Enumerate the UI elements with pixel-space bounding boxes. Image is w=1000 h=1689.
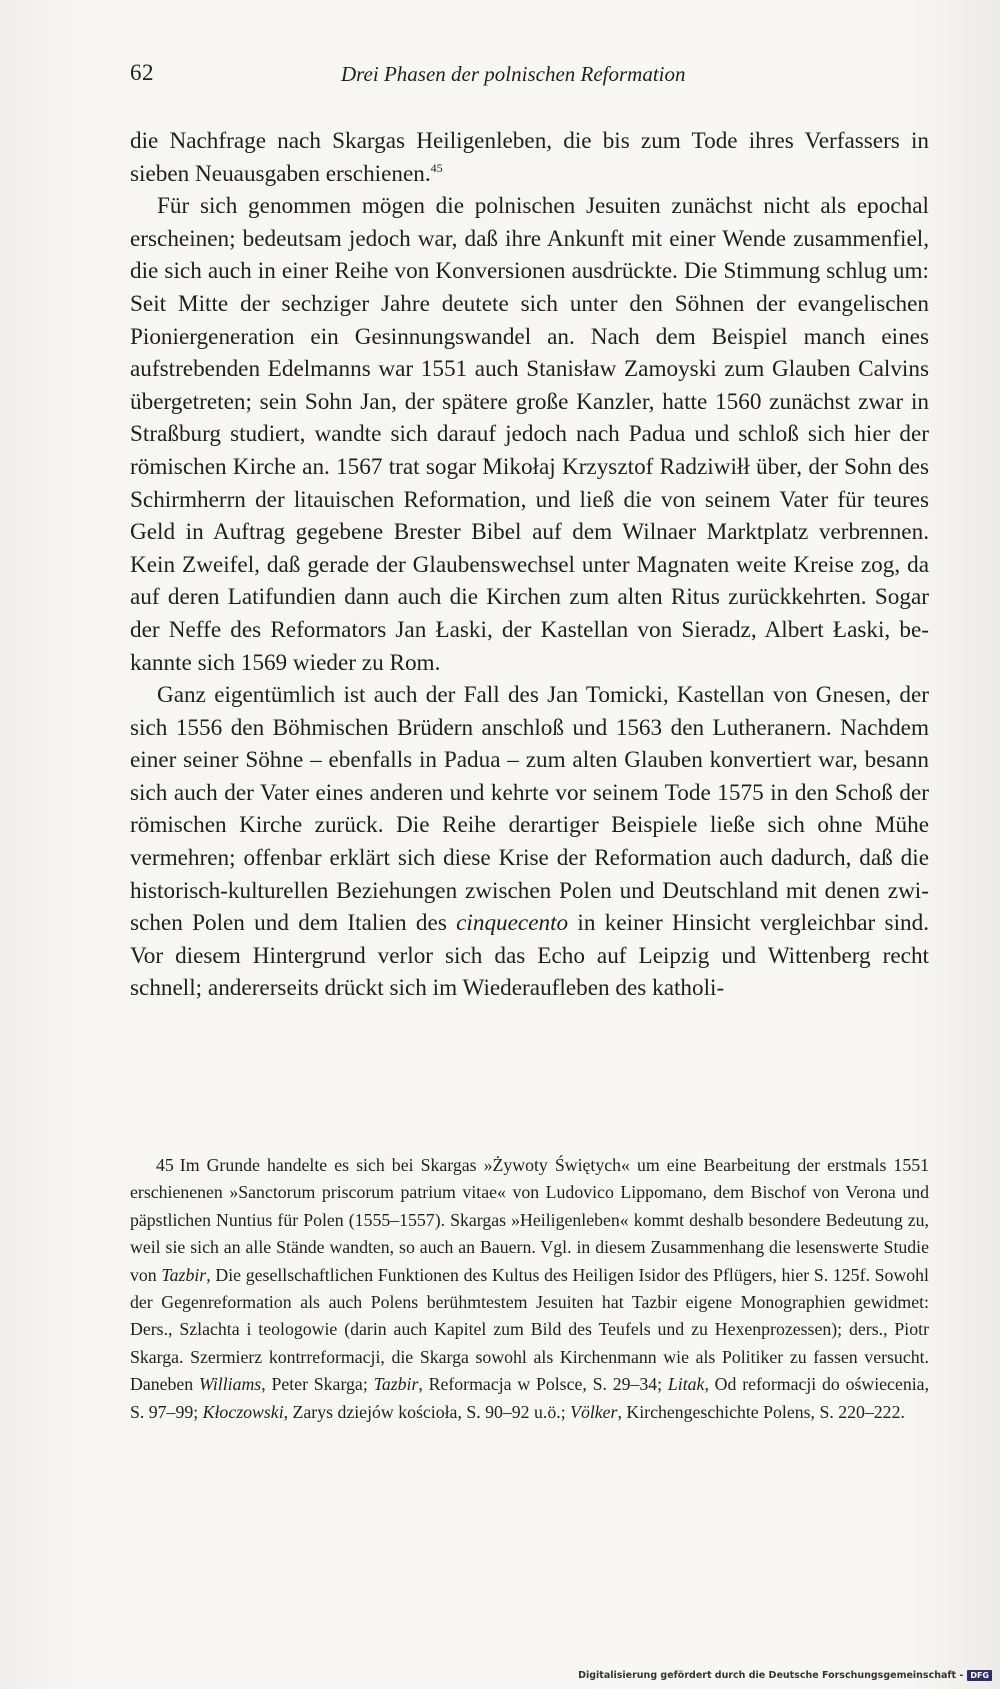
footnote-author-kloczowski: Kłoczowski <box>202 1401 284 1422</box>
footnote-text-1: Im Grunde handelte es sich bei Skargas »Żywoty Świętych« um eine Bearbeitung der erstmals 1551 erschienenen »Sanctorum priscorum patrium vitae« von Ludovico Lippomano, dem Bischof von Verona und päpstlichen Nuntius für Polen (1555–1557). Skargas »Heiligenleben« kommt deshalb besondere Bedeutung zu, weil sie sich an alle Stände wandten, so auch an Bauern. Vgl. in diesem Zusammenhang die lesenswerte Studie von <box>130 1155 929 1285</box>
paragraph-1-text: die Nachfrage nach Skargas Heiligenleben, die bis zum Tode ihres Verfassers in sieben Neuausgaben erschienen. <box>130 128 929 187</box>
body-text <box>130 125 929 1005</box>
running-head-title: Drei Phasen der polnischen Reformation <box>341 62 686 86</box>
digitization-credit-text: Digitalisierung gefördert durch die Deutsche Forschungsgemeinschaft - <box>578 1670 964 1681</box>
running-head <box>130 60 865 94</box>
footnote-number: 45 <box>156 1155 174 1175</box>
page-number: 62 <box>130 60 154 85</box>
paragraph-3-text-b: in keiner Hinsicht vergleichbar sind. Vor diesem Hintergrund verlor sich das Echo auf Leipzig und Wittenberg recht schnell; andererseits drückt sich im Wiederaufleben des katholi- <box>130 910 929 1002</box>
paragraph-2: Für sich genommen mögen die polnischen Jesuiten zunächst nicht als epochal erscheinen; bedeutsam jedoch war, daß ihre Ankunft mit einer Wende zusammenfiel, die sich auch in einer Reihe von Konversionen ausdrückte. Die Stimmung schlug um: Seit Mitte der sechziger Jahre deutete sich unter den Söhnen der evangelischen Pioniergeneration ein Gesinnungswandel an. Nach dem Beispiel manch eines aufstrebenden Edelmanns war 1551 auch Stanisław Zamoyski zum Glauben Calvins übergetreten; sein Sohn Jan, der spätere große Kanzler, hatte 1560 zunächst zwar in Straßburg studiert, wandte sich darauf jedoch nach Padua und schloß sich hier der römischen Kirche an. 1567 trat sogar Mikołaj Krzysztof Radziwiłł über, der Sohn des Schirmherrn der litauischen Reformation, und ließ die von seinem Vater für teures Geld in Auftrag gegebene Brester Bibel auf dem Wilnaer Marktplatz verbrennen. Kein Zweifel, daß gerade der Glaubenswechsel unter Magnaten weite Kreise zog, da auf deren Latifundien dann auch die Kirchen zum alten Ritus zurückkehrten. Sogar der Neffe des Reformators Jan Łaski, der Kastellan von Sieradz, Albert Łaski, bekannte sich 1569 wieder zu Rom. <box>130 193 929 676</box>
footnote-ref-45[interactable]: 45 <box>430 160 443 175</box>
footnote-author-litak: Litak <box>667 1374 705 1395</box>
footnote-author-williams: Williams <box>198 1374 262 1395</box>
footnote-author-volker: Völker <box>570 1401 618 1422</box>
paragraph-3 <box>130 679 929 1005</box>
paragraph-3-italic: cinquecento <box>456 910 569 937</box>
dfg-logo: DFG <box>967 1670 992 1681</box>
footnote-author-tazbir-2: Tazbir <box>373 1374 419 1395</box>
footnotes <box>130 1152 929 1426</box>
paragraph-1 <box>130 125 929 190</box>
footnote-author-tazbir: Tazbir <box>161 1264 207 1285</box>
footnote-text-7: , Kirchengeschichte Polens, S. 220–222. <box>617 1401 905 1422</box>
footnote-text-5: , Od reformacji do oświecenia, S. 97–99; <box>130 1374 930 1422</box>
digitization-credit <box>578 1670 992 1681</box>
footnote-text-2: , Die gesellschaftlichen Funktionen des Kultus des Heiligen Isidor des Pflügers, hier S. 125f. Sowohl der Gegenreformation als auch Polens berühmtestem Jesuiten hat Tazbir eigene Monographien gewidmet: Ders., Szlachta i teologowie (darin auch Kapitel zum Bild des Teufels und zu Hexenprozessen); ders., Piotr Skarga. Szermierz kontrreformacji, die Skarga sowohl als Kirchenmann wie als Politiker zu fassen versucht. Daneben <box>130 1264 929 1395</box>
paragraph-3-text-a: Ganz eigentümlich ist auch der Fall des Jan Tomicki, Kastellan von Gnesen, der sich 1556 den Böhmischen Brüdern anschloß und 1563 den Lutheranern. Nachdem einer seiner Söhne – ebenfalls in Padua – zum alten Glauben konvertiert war, besann sich auch der Vater eines anderen und kehrte vor seinem Tode 1575 in den Schoß der römischen Kirche zurück. Die Reihe derartiger Beispiele ließe sich ohne Mühe vermehren; offenbar erklärt sich diese Krise der Reformation auch dadurch, daß die historisch-kulturellen Beziehungen zwischen Polen und Deutschland mit denen zwischen Polen und dem Italien des <box>130 682 929 937</box>
footnote-text-3: , Peter Skarga; <box>261 1374 374 1395</box>
footnote-45 <box>130 1152 929 1426</box>
footnote-text-6: , Zarys dziejów kościoła, S. 90–92 u.ö.; <box>283 1401 571 1422</box>
footnote-text-4: , Reformacja w Polsce, S. 29–34; <box>418 1374 668 1395</box>
